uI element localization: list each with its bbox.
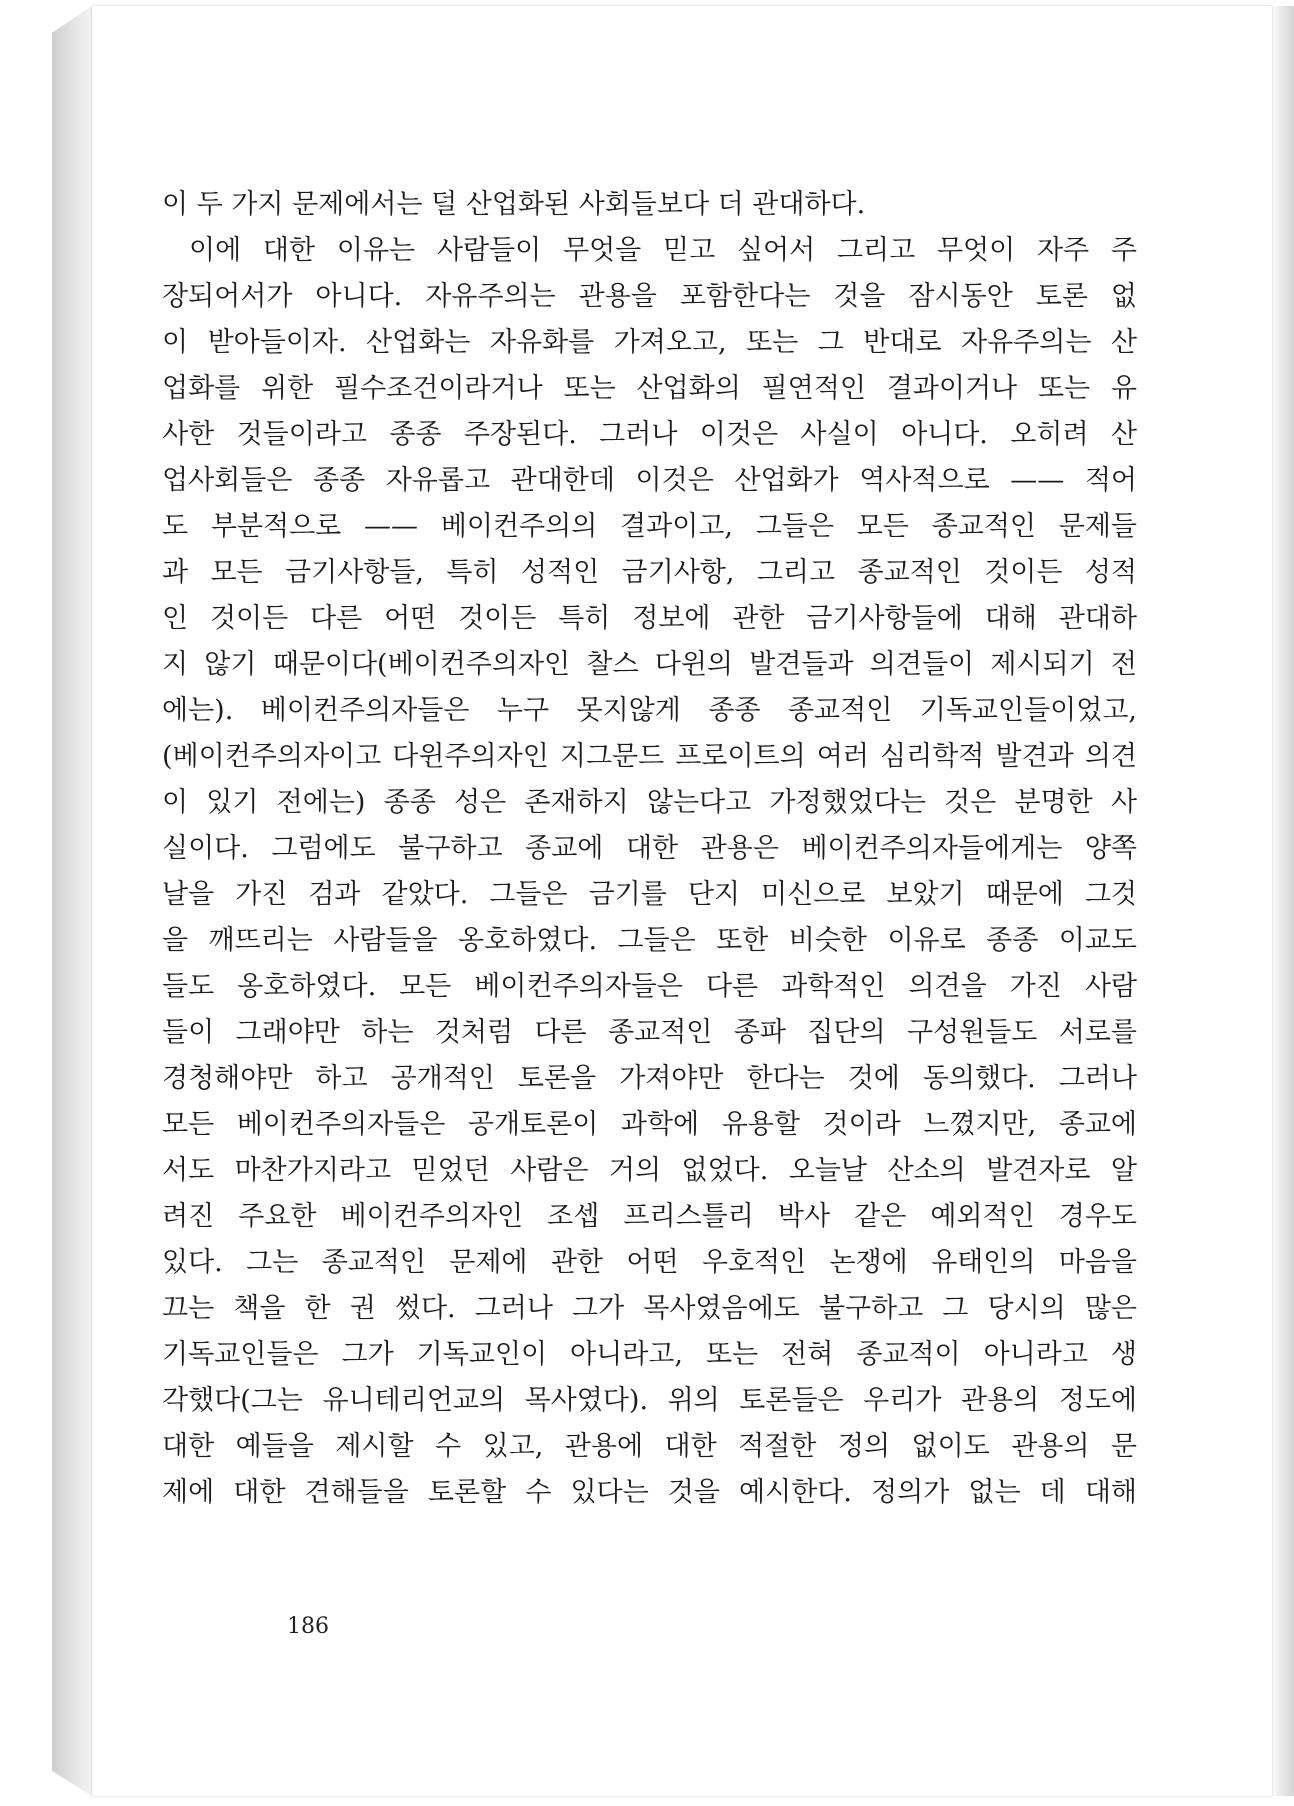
book-spine-edge (52, 6, 92, 1796)
text-line: 실이다. 그럼에도 불구하고 종교에 대한 관용은 베이컨주의자들에게는 양쪽 (162, 833, 1137, 864)
text-line: 려진 주요한 베이컨주의자인 조셉 프리스틀리 박사 같은 예외적인 경우도 (162, 1201, 1137, 1232)
text-line: 지 않기 때문이다(베이컨주의자인 찰스 다윈의 발견들과 의견들이 제시되기 전 (162, 649, 1137, 680)
text-line: 도 부분적으로 —— 베이컨주의의 결과이고, 그들은 모든 종교적인 문제들 (162, 511, 1137, 542)
text-line: 각했다(그는 유니테리언교의 목사였다). 위의 토론들은 우리가 관용의 정도에 (162, 1385, 1137, 1416)
text-line: 업화를 위한 필수조건이라거나 또는 산업화의 필연적인 결과이거나 또는 유 (162, 373, 1137, 404)
book-right-edge (1272, 6, 1294, 1796)
text-line: 사한 것들이라고 종종 주장된다. 그러나 이것은 사실이 아니다. 오히려 산 (162, 419, 1137, 450)
text-line: 있다. 그는 종교적인 문제에 관한 어떤 우호적인 논쟁에 유태인의 마음을 (162, 1247, 1137, 1278)
text-line: 기독교인들은 그가 기독교인이 아니라고, 또는 전혀 종교적이 아니라고 생 (162, 1339, 1137, 1370)
text-line: 날을 가진 검과 같았다. 그들은 금기를 단지 미신으로 보았기 때문에 그것 (162, 879, 1137, 910)
text-line: 이 받아들이자. 산업화는 자유화를 가져오고, 또는 그 반대로 자유주의는 산 (162, 327, 1137, 358)
text-line: 이에 대한 이유는 사람들이 무엇을 믿고 싶어서 그리고 무엇이 자주 주 (189, 235, 1137, 266)
text-line: 에는). 베이컨주의자들은 누구 못지않게 종종 종교적인 기독교인들이었고, (162, 695, 1137, 726)
text-line: 이 있기 전에는) 종종 성은 존재하지 않는다고 가정했었다는 것은 분명한 사 (162, 787, 1137, 818)
text-line: 대한 예들을 제시할 수 있고, 관용에 대한 적절한 정의 없이도 관용의 문 (162, 1431, 1137, 1462)
text-line: (베이컨주의자이고 다윈주의자인 지그문드 프로이트의 여러 심리학적 발견과 의견 (162, 741, 1137, 772)
text-line: 끄는 책을 한 권 썼다. 그러나 그가 목사였음에도 불구하고 그 당시의 많은 (162, 1293, 1137, 1324)
text-line: 제에 대한 견해들을 토론할 수 있다는 것을 예시한다. 정의가 없는 데 대해 (162, 1477, 1137, 1508)
text-line: 과 모든 금기사항들, 특히 성적인 금기사항, 그리고 종교적인 것이든 성적 (162, 557, 1137, 588)
text-line: 들도 옹호하였다. 모든 베이컨주의자들은 다른 과학적인 의견을 가진 사람 (162, 971, 1137, 1002)
text-line: 인 것이든 다른 어떤 것이든 특히 정보에 관한 금기사항들에 대해 관대하 (162, 603, 1137, 634)
text-line: 을 깨뜨리는 사람들을 옹호하였다. 그들은 또한 비슷한 이유로 종종 이교도 (162, 925, 1137, 956)
text-line: 들이 그래야만 하는 것처럼 다른 종교적인 종파 집단의 구성원들도 서로를 (162, 1017, 1137, 1048)
text-line: 이 두 가지 문제에서는 덜 산업화된 사회들보다 더 관대하다. (162, 189, 866, 220)
text-line: 업사회들은 종종 자유롭고 관대한데 이것은 산업화가 역사적으로 —— 적어 (162, 465, 1137, 496)
page-text-body (162, 182, 1137, 1516)
page-number: 186 (287, 1614, 329, 1639)
text-line: 경청해야만 하고 공개적인 토론을 가져야만 한다는 것에 동의했다. 그러나 (162, 1063, 1137, 1094)
text-line: 모든 베이컨주의자들은 공개토론이 과학에 유용할 것이라 느꼈지만, 종교에 (162, 1109, 1137, 1140)
text-line: 장되어서가 아니다. 자유주의는 관용을 포함한다는 것을 잠시동안 토론 없 (162, 281, 1137, 312)
text-line: 서도 마찬가지라고 믿었던 사람은 거의 없었다. 오늘날 산소의 발견자로 알 (162, 1155, 1137, 1186)
